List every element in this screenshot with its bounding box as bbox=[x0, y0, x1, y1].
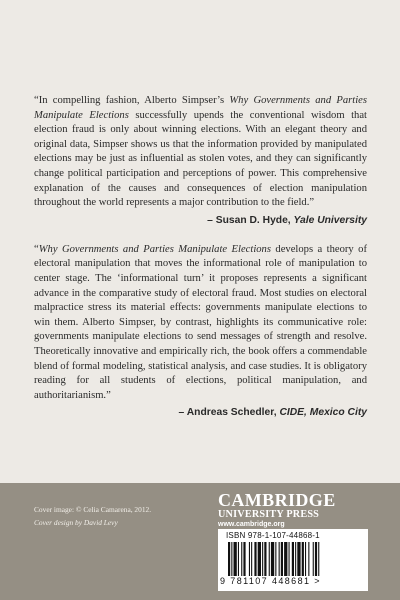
barcode bbox=[218, 529, 368, 591]
barcode-bar bbox=[305, 542, 306, 576]
publisher-subtitle: UNIVERSITY PRESS bbox=[218, 509, 320, 520]
book-title-italic: Why Governments and Parties Manipulate Elections bbox=[34, 95, 367, 121]
barcode-bar bbox=[302, 542, 304, 576]
barcode-bar bbox=[231, 542, 232, 576]
quote-hyde bbox=[34, 94, 367, 226]
publisher-logo bbox=[218, 491, 368, 530]
barcode-bar bbox=[289, 542, 290, 576]
quote-segment: “In compelling fashion, Alberto Simpser’s bbox=[34, 95, 230, 106]
barcode-bar bbox=[295, 542, 296, 576]
barcode-bar bbox=[249, 542, 250, 576]
barcode-bar bbox=[241, 542, 242, 576]
quote-attribution bbox=[34, 215, 367, 226]
book-title-italic: Why Governments and Parties Manipulate Elections bbox=[38, 243, 271, 255]
barcode-bar bbox=[243, 542, 245, 576]
barcode-bar bbox=[315, 542, 317, 576]
barcode-bar bbox=[281, 542, 283, 576]
cover-credits bbox=[34, 503, 151, 529]
barcode-bar bbox=[258, 542, 261, 576]
barcode-bar bbox=[279, 542, 280, 576]
barcode-bar bbox=[271, 542, 274, 576]
quote-affiliation: CIDE, Mexico City bbox=[279, 407, 367, 419]
barcode-bar bbox=[292, 542, 294, 576]
barcode-bar bbox=[228, 542, 230, 576]
barcode-bar bbox=[297, 542, 300, 576]
publisher-name: CAMBRIDGE bbox=[218, 490, 336, 510]
quote-segment: “ bbox=[34, 243, 39, 255]
barcode-bars bbox=[228, 542, 360, 576]
barcode-bar bbox=[313, 542, 314, 576]
quote-segment: develops a theory of electoral manipulation that moves the informational role of manipulation to center stage. The ‘informational turn’ it proposes represents a significant advance in the comparative study of electoral fraud. Most studies on electoral malpractice stress its material effects: governments manipulate elections to win them. Alberto Simpser, by contrast, highlights its communicative role: governments manipulate elections to send messages of strength and resolve. Theoretically innovative and empirically rich, the book offers a commendable blend of formal modeling, statistical analysis, and case studies. It is obligatory reading for all students of elections, political manipulation, and authoritarianism.” bbox=[34, 243, 367, 401]
quote-schedler bbox=[34, 243, 367, 419]
barcode-digits: 9 781107 448681 > bbox=[220, 576, 321, 586]
cover-image-credit: Cover image: © Celia Camarena, 2012. bbox=[34, 505, 152, 514]
barcode-bar bbox=[284, 542, 287, 576]
barcode-bar bbox=[269, 542, 270, 576]
quote-author: – Susan D. Hyde, bbox=[207, 214, 291, 226]
quote-segment: successfully upends the conventional wisdom that election fraud is only about winning elections. With an elegant theory and original data, Simpser shows us that the information provided by manipulated elections may be just as influential as stolen votes, and they can significantly change political participation and perceptions of power. This comprehensive explanation of the causes and consequences of election manipulation throughout the world represents a major contribution to the field.” bbox=[34, 109, 367, 209]
quote-author: – Andreas Schedler, bbox=[178, 407, 277, 419]
publisher-url: www.cambridge.org bbox=[218, 521, 285, 528]
quote-affiliation: Yale University bbox=[293, 214, 367, 226]
barcode-bar bbox=[308, 542, 309, 576]
isbn-label: ISBN 978-1-107-44868-1 bbox=[226, 531, 320, 540]
cover-design-credit: Cover design by David Levy bbox=[34, 518, 118, 527]
barcode-bar bbox=[275, 542, 276, 576]
barcode-bar bbox=[254, 542, 256, 576]
quote-text bbox=[34, 243, 367, 404]
back-cover-text bbox=[34, 94, 367, 418]
barcode-bar bbox=[251, 542, 252, 576]
barcode-bar bbox=[234, 542, 237, 576]
quote-text bbox=[34, 94, 367, 211]
footer-band bbox=[0, 483, 400, 600]
barcode-bar bbox=[264, 542, 266, 576]
barcode-bar bbox=[238, 542, 239, 576]
quote-attribution bbox=[34, 407, 367, 418]
barcode-bar bbox=[262, 542, 263, 576]
barcode-bar bbox=[318, 542, 319, 576]
